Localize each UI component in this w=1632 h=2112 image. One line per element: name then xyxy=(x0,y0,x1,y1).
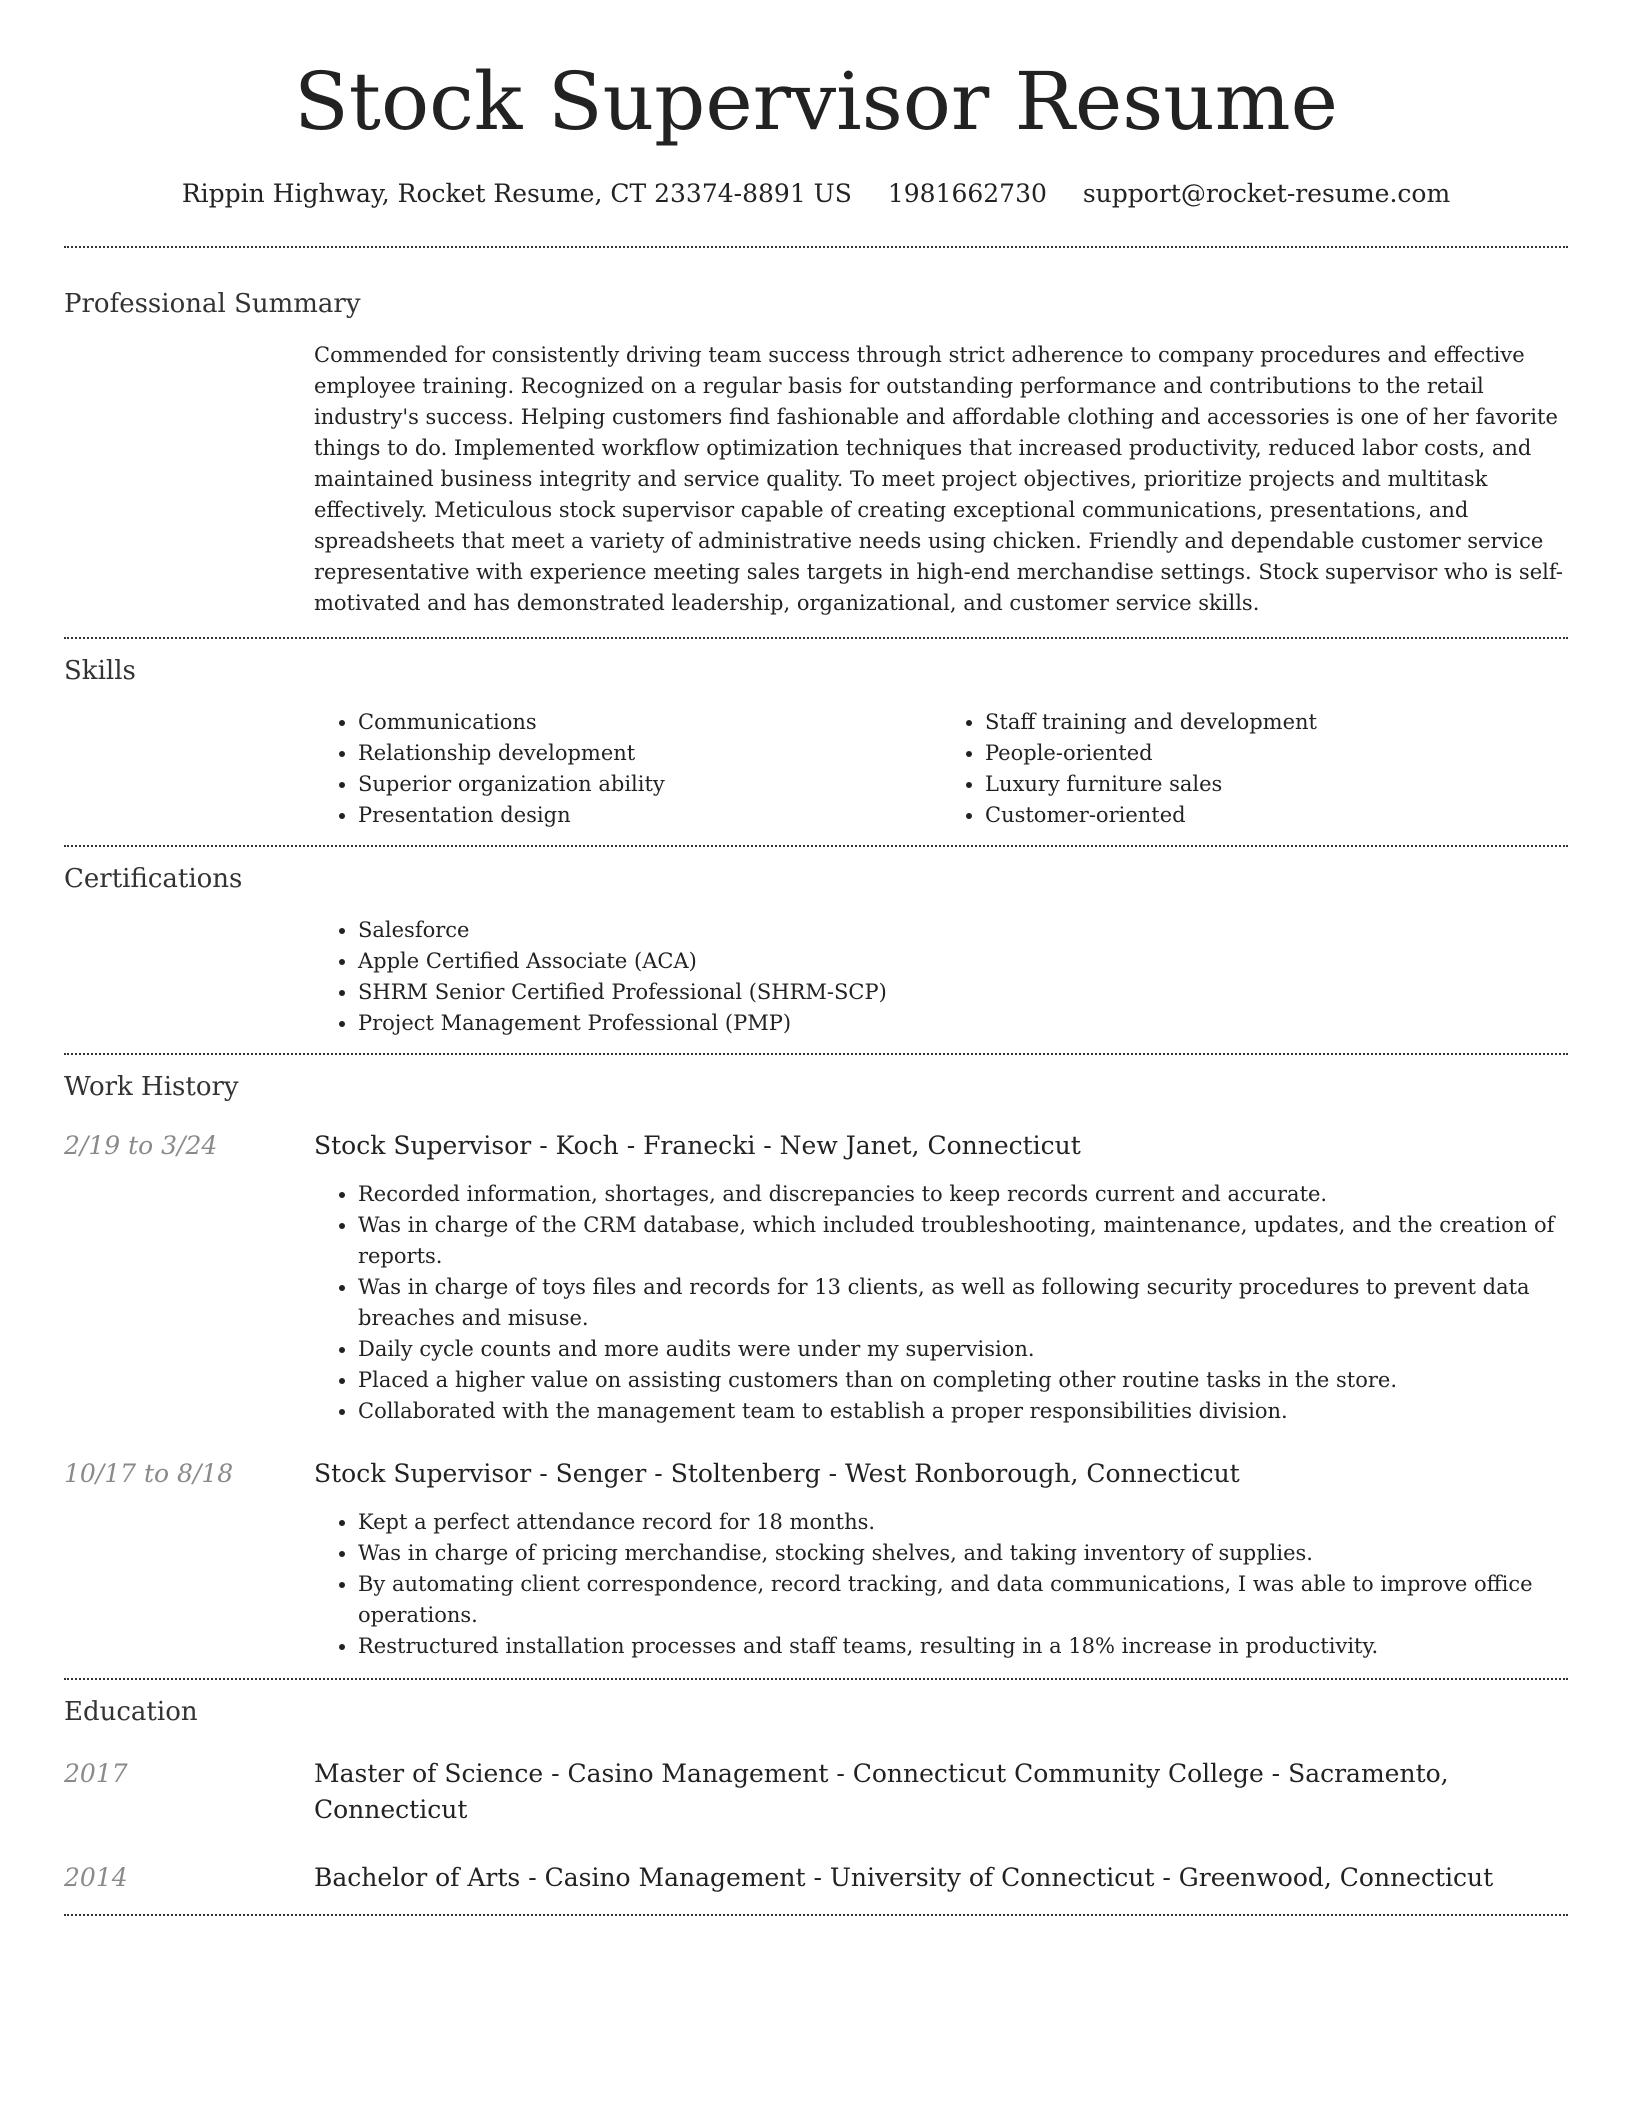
job-bullet: • By automating client correspondence, record tracking, and data communications, I was able to improve office operations. xyxy=(358,1569,1568,1631)
job-title: Stock Supervisor - Senger - Stoltenberg - West Ronborough, Connecticut xyxy=(314,1459,1240,1488)
skills-list-right xyxy=(941,707,1568,831)
work-history-section xyxy=(64,1055,1568,1678)
job-bullet: • Was in charge of pricing merchandise, stocking shelves, and taking inventory of supplies. xyxy=(358,1538,1568,1569)
certifications-heading: Certifications xyxy=(64,864,243,894)
summary-section xyxy=(64,248,1568,619)
contact-address: Rippin Highway, Rocket Resume, CT 23374-8891 US xyxy=(181,179,852,208)
contact-phone: 1981662730 xyxy=(887,179,1047,208)
skill-item: • Superior organization ability xyxy=(358,769,941,800)
skills-list-left xyxy=(314,707,941,831)
skill-item: • Relationship development xyxy=(358,738,941,769)
education-detail xyxy=(314,1756,1568,1828)
job-title: Stock Supervisor - Koch - Franecki - New Janet, Connecticut xyxy=(314,1131,1081,1160)
education-year: 2017 xyxy=(64,1759,128,1788)
job-bullet: • Recorded information, shortages, and discrepancies to keep records current and accurate. xyxy=(358,1179,1568,1210)
certification-item: • Apple Certified Associate (ACA) xyxy=(358,946,1568,977)
job-bullet: • Was in charge of the CRM database, which included troubleshooting, maintenance, updates, and the creation of reports. xyxy=(358,1210,1568,1272)
job-dates: 2/19 to 3/24 xyxy=(64,1131,218,1160)
skill-item: • Customer-oriented xyxy=(985,800,1568,831)
education-heading: Education xyxy=(64,1697,198,1727)
work-history-heading: Work History xyxy=(64,1072,239,1102)
education-year: 2014 xyxy=(64,1863,128,1892)
education-school: - University of Connecticut - Greenwood, Connecticut xyxy=(805,1863,1494,1892)
job-bullet: • Placed a higher value on assisting customers than on completing other routine tasks in the store. xyxy=(358,1365,1568,1396)
certifications-list xyxy=(314,915,1568,1039)
skill-item: • Luxury furniture sales xyxy=(985,769,1568,800)
skills-grid xyxy=(314,707,1568,831)
contact-line xyxy=(64,176,1568,212)
summary-heading: Professional Summary xyxy=(64,289,361,319)
certification-item: • SHRM Senior Certified Professional (SHRM-SCP) xyxy=(358,977,1568,1008)
skill-item: • Communications xyxy=(358,707,941,738)
skills-section xyxy=(64,639,1568,831)
certifications-section xyxy=(64,847,1568,1039)
education-section xyxy=(64,1680,1568,1914)
education-degree: Master of Science - Casino Management xyxy=(314,1759,829,1788)
resume-title: Stock Supervisor Resume xyxy=(294,55,1338,148)
education-entry xyxy=(64,1860,1568,1896)
education-detail xyxy=(314,1860,1493,1896)
certification-item: • Salesforce xyxy=(358,915,1568,946)
job-bullet: • Daily cycle counts and more audits were under my supervision. xyxy=(358,1334,1568,1365)
job-bullets xyxy=(314,1507,1568,1662)
skill-item: • People-oriented xyxy=(985,738,1568,769)
contact-email: support@rocket-resume.com xyxy=(1082,179,1451,208)
skill-item: • Staff training and development xyxy=(985,707,1568,738)
job-entry xyxy=(64,1129,1568,1427)
job-bullet: • Was in charge of toys files and records for 13 clients, as well as following security procedures to prevent data breaches and misuse. xyxy=(358,1272,1568,1334)
education-degree: Bachelor of Arts - Casino Management xyxy=(314,1863,806,1892)
education-entry xyxy=(64,1756,1568,1828)
certification-item: • Project Management Professional (PMP) xyxy=(358,1008,1568,1039)
job-dates: 10/17 to 8/18 xyxy=(64,1459,234,1488)
education-school: - Connecticut Community College - Sacramento, Connecticut xyxy=(314,1759,1449,1824)
job-entry xyxy=(64,1457,1568,1662)
skills-heading: Skills xyxy=(64,656,136,686)
job-bullet: • Kept a perfect attendance record for 18 months. xyxy=(358,1507,1568,1538)
job-bullet: • Collaborated with the management team to establish a proper responsibilities division. xyxy=(358,1396,1568,1427)
summary-text: Commended for consistently driving team success through strict adherence to company procedures and effective employee training. Recognized on a regular basis for outstanding performance and contributions to the retail industry's success. Helping customers find fashionable and affordable clothing and accessories is one of her favorite things to do. Implemented workflow optimization techniques that increased productivity, reduced labor costs, and maintained business integrity and service quality. To meet project objectives, prioritize projects and multitask effectively. Meticulous stock supervisor capable of creating exceptional communications, presentations, and spreadsheets that meet a variety of administrative needs using chicken. Friendly and dependable customer service representative with experience meeting sales targets in high-end merchandise settings. Stock supervisor who is self-motivated and has demonstrated leadership, organizational, and customer service skills. xyxy=(314,343,1563,615)
divider xyxy=(64,1914,1568,1916)
skill-item: • Presentation design xyxy=(358,800,941,831)
job-bullet: • Restructured installation processes and staff teams, resulting in a 18% increase in productivity. xyxy=(358,1631,1568,1662)
job-bullets xyxy=(314,1179,1568,1427)
